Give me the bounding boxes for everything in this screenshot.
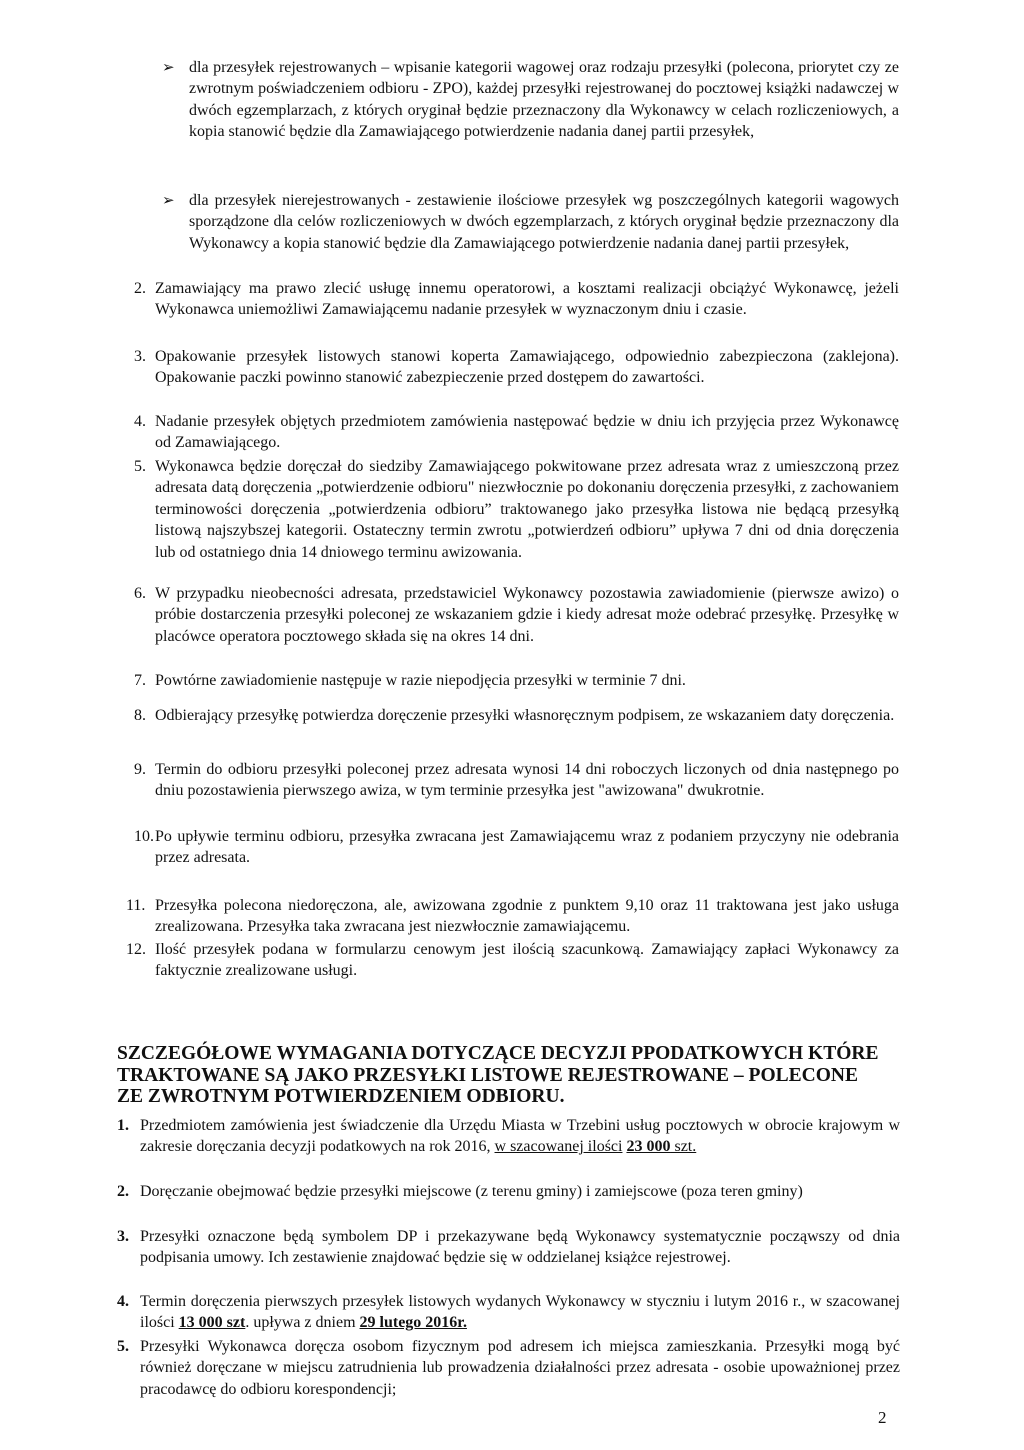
quantity-unit: szt. xyxy=(670,1138,697,1156)
list-item: Wykonawca będzie doręczał do siedziby Zamawiającego pokwitowane przez adresata wraz z umieszczoną przez adresata datą doręczenia „potwierdzenie odbioru" niezwłocznie po dokonaniu doręczenia przesyłki, z zachowaniem terminowości doręczenia „potwierdzenia odbioru” traktowanego jako przesyłka listowa nie będącą przesyłką listową najszybszej kategorii. Ostateczny termin zwrotu „potwierdzeń odbioru” upływa 7 dni od dnia doręczenia lub od ostatniego dnia 14 dniowego terminu awizowania. xyxy=(155,458,899,561)
arrow-bullet-icon: ➢ xyxy=(162,60,175,76)
arrow-bullet-icon: ➢ xyxy=(162,193,175,209)
page-number: 2 xyxy=(878,1408,887,1427)
list-item: W przypadku nieobecności adresata, przedstawiciel Wykonawcy pozostawia zawiadomienie (pierwsze awizo) o próbie dostarczenia przesyłki poleconej ze wskazaniem gdzie i kiedy adresat może odebrać przesyłkę. Przesyłkę w placówce operatora pocztowego składa się na okres 14 dni. xyxy=(155,585,899,645)
list-number: 5. xyxy=(117,1338,129,1355)
bullet-paragraph: dla przesyłek nierejestrowanych - zestawienie ilościowe przesyłek wg poszczególnych kategorii wagowych sporządzone dla celów rozliczeniowych w dwóch egzemplarzach, z których oryginał będzie przeznaczony dla Wykonawcy a kopia stanowić będzie dla Zamawiającego potwierdzenie nadania danej partii przesyłek, xyxy=(189,192,899,252)
list-item: Opakowanie przesyłek listowych stanowi koperta Zamawiającego, odpowiednio zabezpieczona (zaklejona). Opakowanie paczki powinno stanowić zabezpieczenie przed dostępem do zawartości. xyxy=(155,348,899,387)
list-number: 10. xyxy=(134,828,154,845)
list-number: 2. xyxy=(117,1183,129,1200)
list-number: 1. xyxy=(117,1117,129,1134)
list-number: 5. xyxy=(134,458,146,475)
estimated-quantity-value: 23 000 xyxy=(626,1138,671,1156)
list-item: Odbierający przesyłkę potwierdza doręczenie przesyłki własnoręcznym podpisem, ze wskazaniem daty doręczenia. xyxy=(155,707,895,724)
list-item: Nadanie przesyłek objętych przedmiotem zamówienia następować będzie w dniu ich przyjęcia przez Wykonawcę od Zamawiającego. xyxy=(155,413,899,452)
list-item xyxy=(140,1291,900,1334)
list-item: Powtórne zawiadomienie następuje w razie niepodjęcia przesyłki w terminie 7 dni. xyxy=(155,672,686,689)
list-number: 6. xyxy=(134,585,146,602)
list-item-text: Termin doręczenia pierwszych przesyłek listowych wydanych Wykonawcy w styczniu i lutym 2016 r., w szacowanej ilości xyxy=(140,1293,900,1332)
estimated-quantity-value: 13 000 szt xyxy=(178,1314,246,1332)
list-item-text: Przedmiotem zamówienia jest świadczenie dla Urzędu Miasta w Trzebini usług pocztowych w obrocie krajowym w zakresie doręczania decyzji podatkowych na rok 2016, xyxy=(140,1117,900,1156)
section-heading: SZCZEGÓŁOWE WYMAGANIA DOTYCZĄCE DECYZJI PPODATKOWYCH KTÓRE TRAKTOWANE SĄ JAKO PRZESYŁKI LISTOWE REJESTROWANE – POLECONE ZE ZWROTNYM POTWIERDZENIEM ODBIORU. xyxy=(117,1043,879,1107)
list-item: Przesyłki oznaczone będą symbolem DP i przekazywane będą Wykonawcy systematycznie począwszy od dnia podpisania umowy. Ich zestawienie znajdować będzie się w oddzielanej książce rejestrowej. xyxy=(140,1228,900,1267)
list-number: 7. xyxy=(134,672,146,689)
deadline-date: 29 lutego 2016r. xyxy=(359,1314,467,1332)
list-item: Termin do odbioru przesyłki poleconej przez adresata wynosi 14 dni roboczych liczonych od dnia następnego po dniu pozostawienia pierwszego awiza, w tym terminie przesyłka jest "awizowana" dwukrotnie. xyxy=(155,761,899,800)
list-number: 4. xyxy=(117,1293,129,1310)
list-item: Przesyłki Wykonawca doręcza osobom fizycznym pod adresem ich miejsca zamieszkania. Przesyłki mogą być również doręczane w miejscu zatrudnienia lub prowadzenia działalności przez adresata - osobie upoważnionej przez pracodawcę do odbioru korespondencji; xyxy=(140,1338,900,1398)
list-number: 4. xyxy=(134,413,146,430)
list-number: 11. xyxy=(126,897,146,914)
list-number: 3. xyxy=(134,348,146,365)
list-number: 12. xyxy=(126,941,146,958)
list-number: 2. xyxy=(134,280,146,297)
list-number: 8. xyxy=(134,707,146,724)
bullet-paragraph: dla przesyłek rejestrowanych – wpisanie kategorii wagowej oraz rodzaju przesyłki (polecona, priorytet czy ze zwrotnym poświadczeniem odbioru - ZPO), każdej przesyłki rejestrowanej do pocztowej książki nadawczej w dwóch egzemplarzach, z których oryginał będzie przeznaczony dla Wykonawcy w celach rozliczeniowych, a kopia stanowić będzie dla Zamawiającego potwierdzenie nadania danej partii przesyłek, xyxy=(189,59,899,141)
list-item-text: . upływa z dniem xyxy=(245,1314,360,1332)
list-number: 9. xyxy=(134,761,146,778)
list-item xyxy=(140,1115,900,1158)
list-number: 3. xyxy=(117,1228,129,1245)
list-item: Zamawiający ma prawo zlecić usługę innemu operatorowi, a kosztami realizacji obciążyć Wykonawcę, jeżeli Wykonawca uniemożliwi Zamawiającemu nadanie przesyłek w wyznaczonym dniu i czasie. xyxy=(155,280,899,319)
list-item: Ilość przesyłek podana w formularzu cenowym jest ilością szacunkową. Zamawiający zapłaci Wykonawcy za faktycznie zrealizowane usługi. xyxy=(155,941,899,980)
estimated-quantity-label: w szacowanej ilości xyxy=(494,1138,623,1156)
list-item: Doręczanie obejmować będzie przesyłki miejscowe (z terenu gminy) i zamiejscowe (poza teren gminy) xyxy=(140,1183,803,1200)
list-item: Po upływie terminu odbioru, przesyłka zwracana jest Zamawiającemu wraz z podaniem przyczyny nie odebrania przez adresata. xyxy=(155,828,899,867)
list-item: Przesyłka polecona niedoręczona, ale, awizowana zgodnie z punktem 9,10 oraz 11 traktowana jest jako usługa zrealizowana. Przesyłka taka zwracana jest niezwłocznie zamawiającemu. xyxy=(155,897,899,936)
